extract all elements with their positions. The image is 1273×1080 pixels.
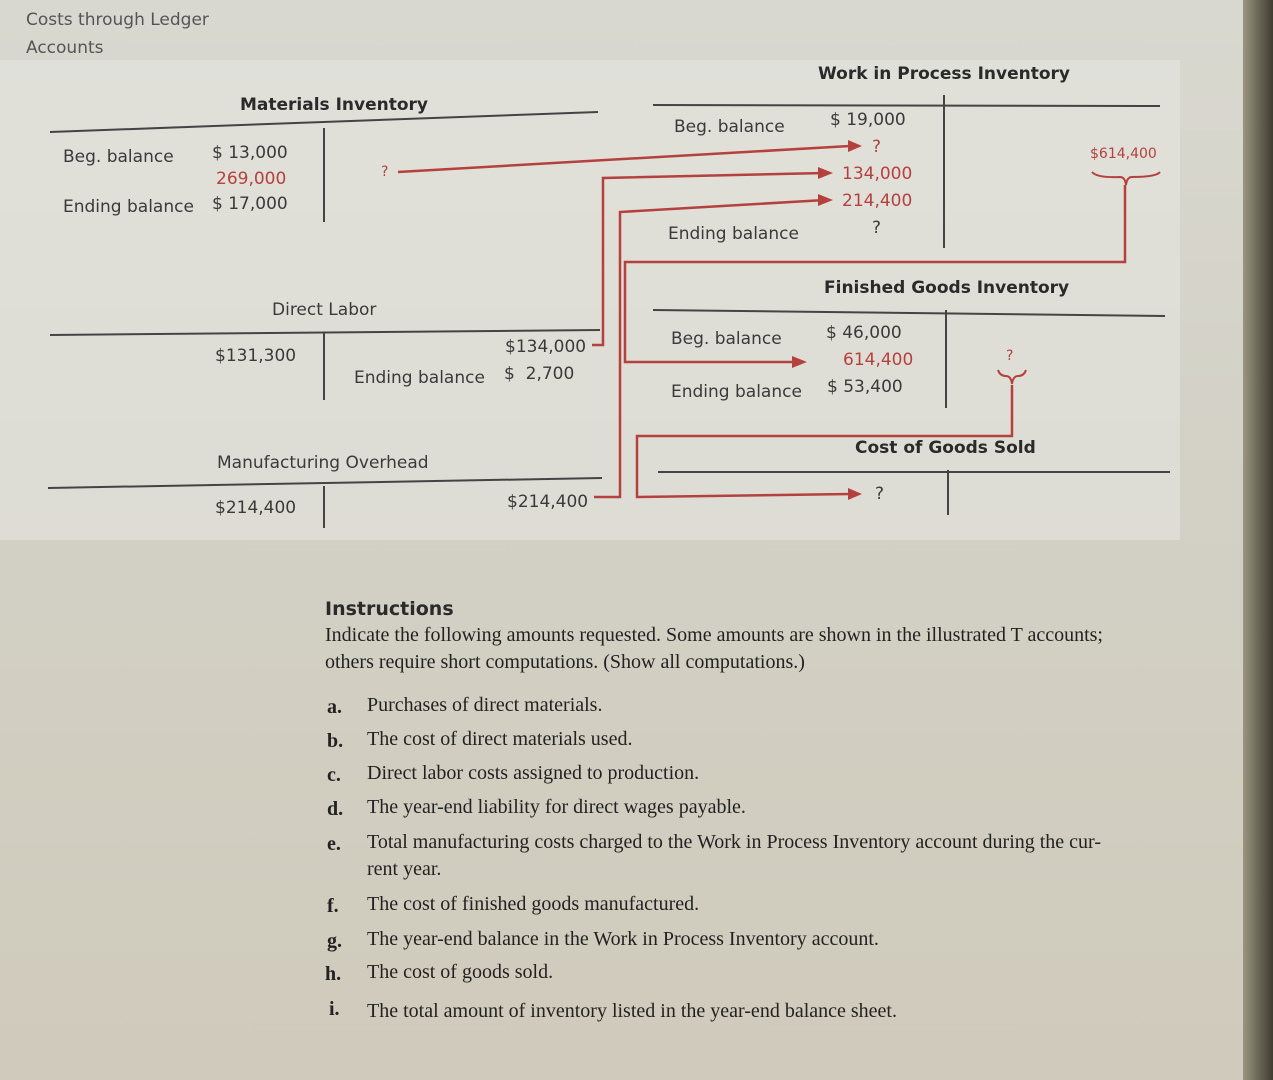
direct-labor-title: Direct Labor: [272, 300, 377, 320]
materials-beg-value: $ 13,000: [212, 143, 288, 163]
item-letter: c.: [327, 764, 341, 786]
item-text: Purchases of direct materials.: [367, 694, 603, 716]
instructions-heading: Instructions: [325, 598, 454, 620]
wip-credit-value: $614,400: [1090, 146, 1157, 162]
item-letter: d.: [327, 798, 344, 820]
item-letter: f.: [327, 895, 339, 917]
wip-beg-label: Beg. balance: [674, 117, 785, 137]
materials-inventory-title: Materials Inventory: [240, 95, 429, 115]
item-text: Direct labor costs assigned to production.: [367, 762, 700, 784]
fg-beg-value: $ 46,000: [826, 323, 902, 343]
direct-labor-end-value: $ 2,700: [504, 364, 575, 384]
item-text: The cost of finished goods manufactured.: [367, 893, 700, 915]
item-text: The year-end balance in the Work in Process Inventory account.: [367, 928, 879, 950]
materials-purchases-value: 269,000: [216, 169, 287, 189]
overhead-debit: $214,400: [215, 498, 297, 518]
item-letter: h.: [325, 963, 342, 985]
materials-credit-value: ?: [381, 164, 389, 180]
item-letter: a.: [327, 696, 342, 718]
item-text: The cost of direct materials used.: [367, 728, 633, 750]
item-letter: i.: [329, 998, 340, 1020]
item-letter: b.: [327, 730, 344, 752]
fg-end-value: $ 53,400: [827, 377, 903, 397]
section-title-line1: Costs through Ledger: [26, 10, 209, 30]
materials-end-label: Ending balance: [63, 197, 194, 217]
item-letter: e.: [327, 833, 341, 855]
item-letter: g.: [327, 930, 342, 952]
wip-direct-labor-value: 134,000: [842, 164, 913, 184]
section-title-line2: Accounts: [26, 38, 104, 58]
wip-end-label: Ending balance: [668, 224, 799, 244]
fg-beg-label: Beg. balance: [671, 329, 782, 349]
wip-overhead-value: 214,400: [842, 191, 913, 211]
item-text: The total amount of inventory listed in the year-end balance sheet.: [367, 1000, 897, 1022]
materials-end-value: $ 17,000: [212, 194, 288, 214]
fg-cogm-value: 614,400: [843, 350, 914, 370]
item-text: The year-end liability for direct wages payable.: [367, 796, 746, 818]
instructions-intro-2: others require short computations. (Show all computations.): [325, 651, 805, 673]
fg-credit-value: ?: [1006, 348, 1014, 364]
fg-title: Finished Goods Inventory: [824, 278, 1070, 298]
fg-end-label: Ending balance: [671, 382, 802, 402]
wip-direct-materials-value: ?: [872, 137, 882, 157]
item-text: The cost of goods sold.: [367, 961, 554, 983]
direct-labor-debit: $131,300: [215, 346, 297, 366]
overhead-title: Manufacturing Overhead: [217, 453, 429, 473]
item-text-continued: rent year.: [367, 858, 442, 880]
item-text: Total manufacturing costs charged to the Work in Process Inventory account during the cur-: [367, 831, 1101, 853]
instructions-intro-1: Indicate the following amounts requested. Some amounts are shown in the illustrated T accounts;: [325, 624, 1103, 646]
wip-beg-value: $ 19,000: [830, 110, 906, 130]
wip-title: Work in Process Inventory: [818, 64, 1070, 84]
cogs-title: Cost of Goods Sold: [855, 438, 1036, 458]
direct-labor-credit: $134,000: [505, 337, 587, 357]
materials-beg-label: Beg. balance: [63, 147, 174, 167]
overhead-credit: $214,400: [507, 492, 589, 512]
cogs-debit: ?: [875, 484, 885, 504]
wip-end-value: ?: [872, 218, 882, 238]
direct-labor-end-label: Ending balance: [354, 368, 485, 388]
